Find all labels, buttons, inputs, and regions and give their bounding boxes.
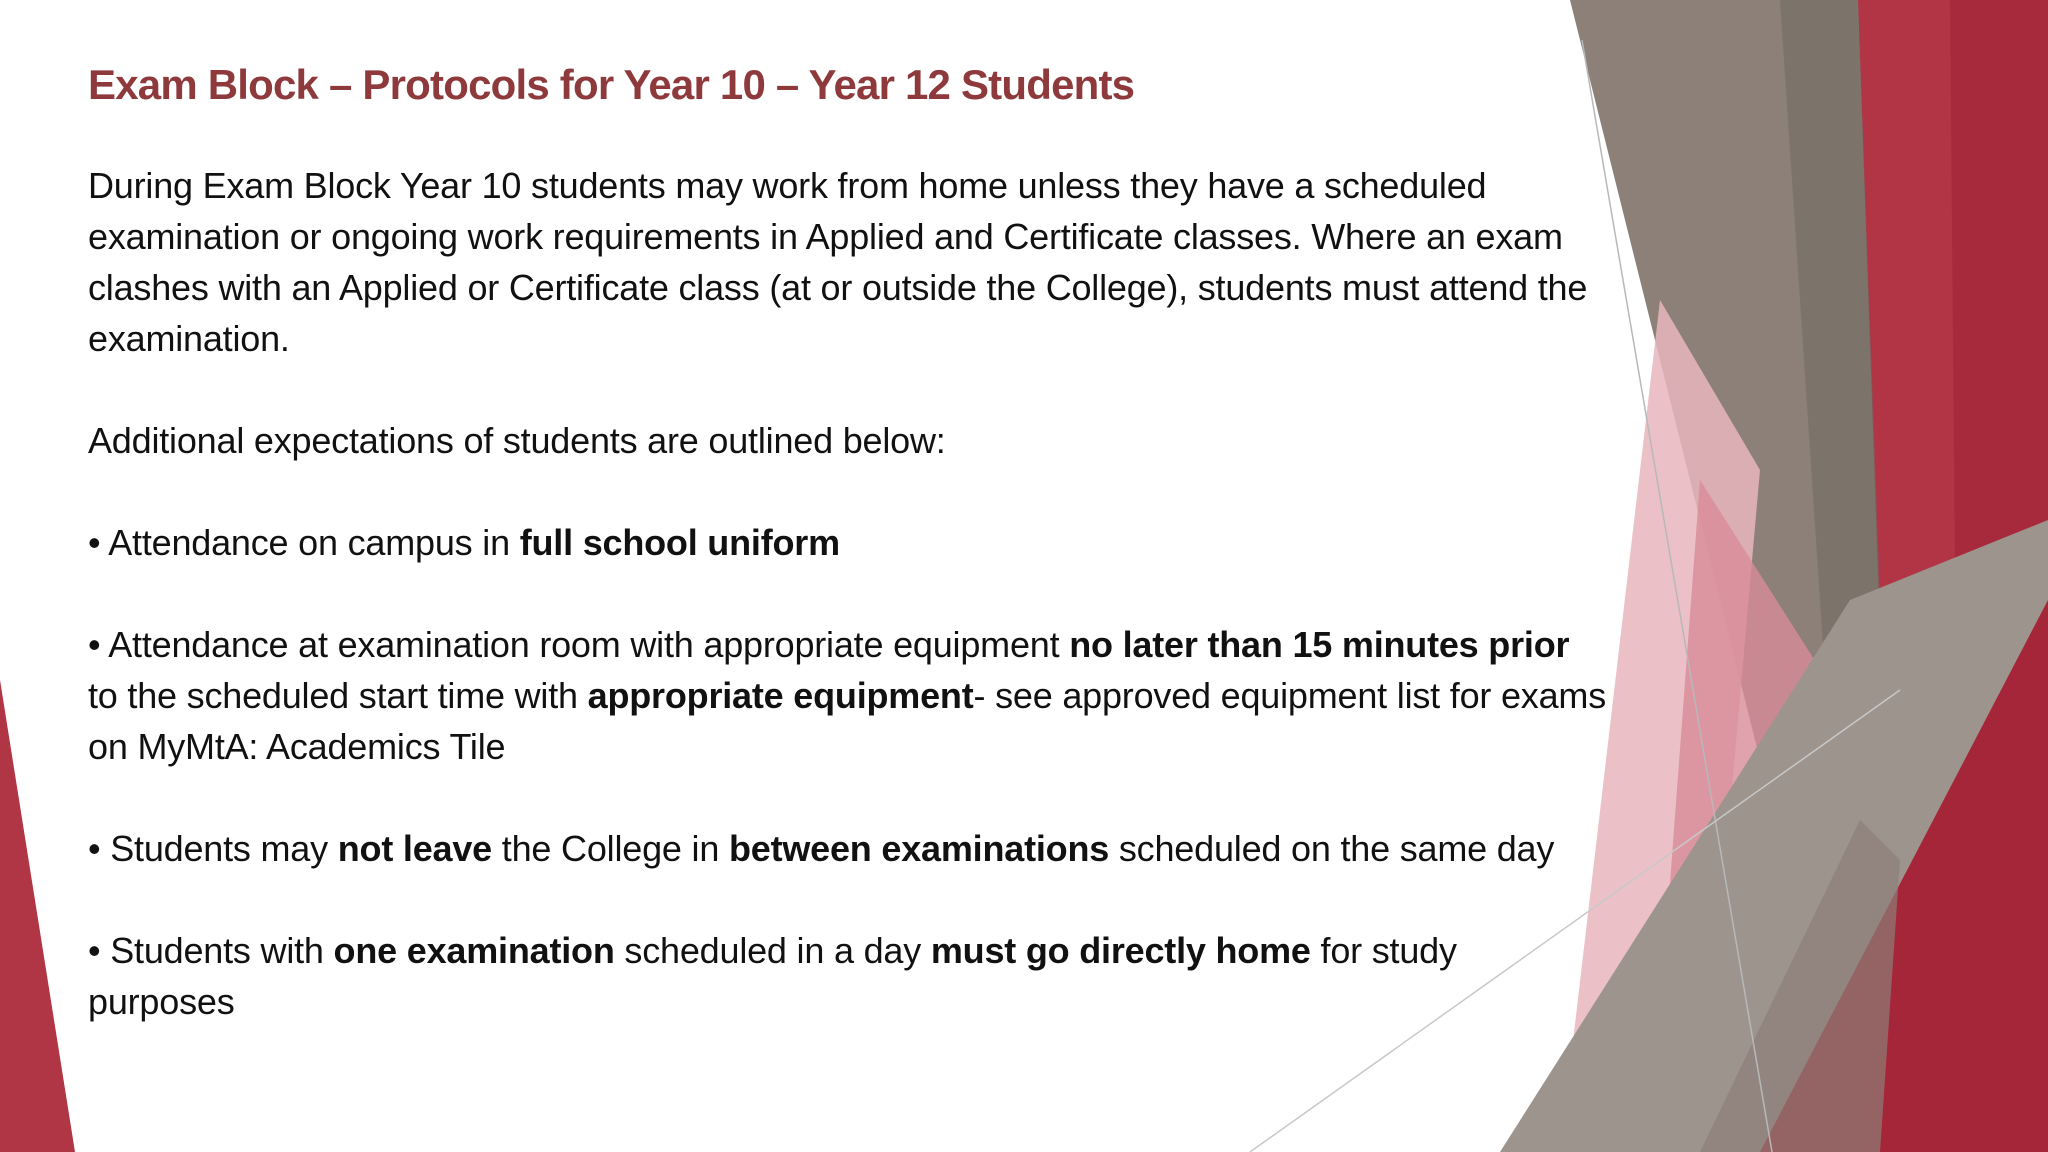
bullet-text: scheduled in a day — [614, 930, 931, 971]
bullet-text: - see approved equipment list for exams on MyMtA: Academics Tile — [88, 675, 1607, 767]
bullet-emphasis: not leave — [337, 828, 492, 869]
bullet-text: Students may — [110, 828, 338, 869]
bullet-emphasis: must go directly home — [930, 930, 1311, 971]
bullet-emphasis: one examination — [333, 930, 615, 971]
left-red-shape — [0, 680, 75, 1152]
intro-paragraph: During Exam Block Year 10 students may work from home unless they have a scheduled examination or ongoing work requirements in Applied and Certificate classes. Where an exam clashes with an Applied or Certificate class (at or outside the College), students must attend the examination. — [88, 165, 1588, 359]
bullet-text: Students with — [110, 930, 334, 971]
bullet-marker: • — [88, 624, 109, 665]
bullet-text: for study purposes — [88, 930, 1457, 1022]
bullet-emphasis: appropriate equipment — [587, 675, 974, 716]
bullet-text: scheduled on the same day — [1109, 828, 1555, 869]
bullet-emphasis: no later than 15 minutes prior — [1069, 624, 1570, 665]
bullet-uniform — [88, 517, 1608, 568]
bullet-text: Attendance at examination room with appropriate equipment — [108, 624, 1070, 665]
bullet-text: Attendance on campus in — [108, 522, 520, 563]
bullet-marker: • — [88, 522, 109, 563]
expectations-lead: Additional expectations of students are outlined below: — [88, 420, 946, 461]
bullet-text: to the scheduled start time with — [88, 675, 588, 716]
bullet-marker: • — [88, 828, 111, 869]
slide-title: Exam Block – Protocols for Year 10 – Year 12 Students — [88, 61, 1135, 108]
bullet-attendance-time — [88, 619, 1608, 772]
bullet-go-home — [88, 925, 1608, 1027]
bullet-emphasis: full school uniform — [519, 522, 840, 563]
bullet-not-leave — [88, 823, 1608, 874]
bullet-emphasis: between examinations — [728, 828, 1110, 869]
bullet-marker: • — [88, 930, 111, 971]
bullet-text: the College in — [492, 828, 729, 869]
slide-content — [88, 56, 1608, 1027]
